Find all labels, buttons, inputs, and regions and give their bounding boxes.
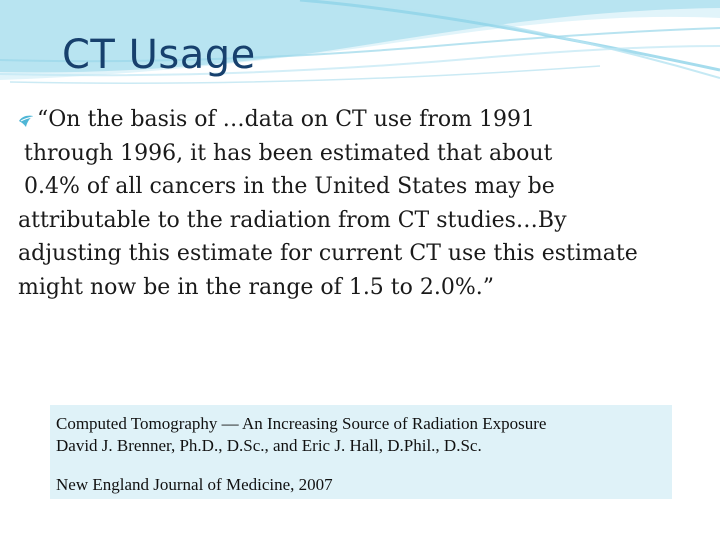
quote-line: “On the basis of …data on CT use from 1991 [37, 107, 535, 132]
quote-line: might now be in the range of 1.5 to 2.0%.” [18, 274, 495, 300]
quote-text [18, 103, 658, 304]
quote-line: adjusting this estimate for current CT use this estimate [18, 241, 638, 266]
quote-line: through 1996, it has been estimated that about [24, 140, 553, 166]
quote-line: attributable to the radiation from CT studies…By [18, 207, 567, 233]
citation-box [50, 405, 672, 499]
citation-authors: David J. Brenner, Ph.D., D.Sc., and Eric J. Hall, D.Phil., D.Sc. [56, 436, 482, 455]
citation-article-title: Computed Tomography — An Increasing Source of Radiation Exposure [56, 414, 547, 433]
slide-title: CT Usage [62, 32, 256, 78]
quote-line: 0.4% of all cancers in the United States may be [24, 174, 555, 199]
citation-journal: New England Journal of Medicine, 2007 [56, 475, 333, 494]
